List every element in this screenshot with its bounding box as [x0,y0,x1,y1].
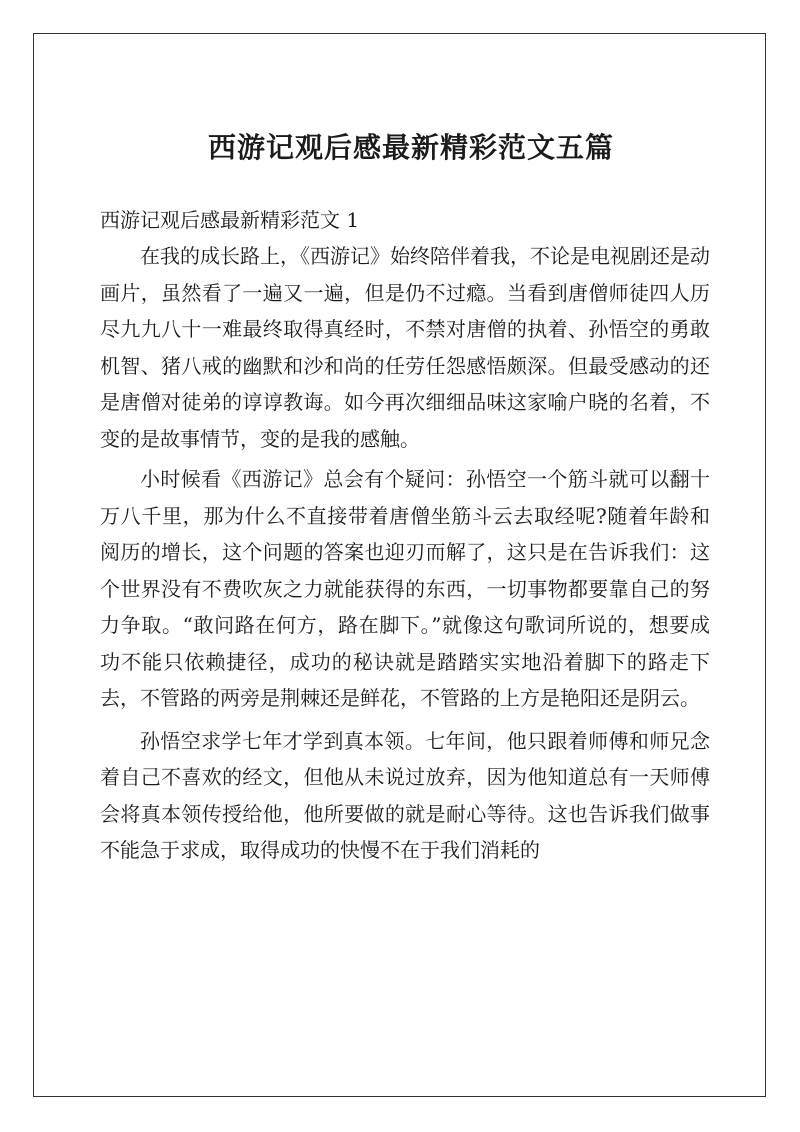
document-body [100,120,710,869]
paragraph-2: 小时候看《西游记》总会有个疑问：孙悟空一个筋斗就可以翻十万八千里，那为什么不直接带着唐僧坐筋斗云去取经呢?随着年龄和阅历的增长，这个问题的答案也迎刃而解了，这只是在告诉我们：这个世界没有不费吹灰之力就能获得的东西，一切事物都要靠自己的努力争取。“敢问路在何方，路在脚下。”就像这句歌词所说的，想要成功不能只依赖捷径，成功的秘诀就是踏踏实实地沿着脚下的路走下去，不管路的两旁是荆棘还是鲜花，不管路的上方是艳阳还是阴云。 [100,467,710,710]
paragraph-1: 在我的成长路上，《西游记》始终陪伴着我，不论是电视剧还是动画片，虽然看了一遍又一遍，但是仍不过瘾。当看到唐僧师徒四人历尽九九八十一难最终取得真经时，不禁对唐僧的执着、孙悟空的勇敢机智、猪八戒的幽默和沙和尚的任劳任怨感悟颇深。但最受感动的还是唐僧对徒弟的谆谆教诲。如今再次细细品味这家喻户晓的名着，不变的是故事情节，变的是我的感触。 [100,244,710,451]
paragraph-3: 孙悟空求学七年才学到真本领。七年间，他只跟着师傅和师兄念着自己不喜欢的经文，但他从未说过放弃，因为他知道总有一天师傅会将真本领传授给他，他所要做的就是耐心等待。这也告诉我们做事不能急于求成，取得成功的快慢不在于我们消耗的 [100,728,710,862]
section-heading: 西游记观后感最新精彩范文 1 [100,208,360,232]
document-title: 西游记观后感最新精彩范文五篇 [207,131,614,164]
